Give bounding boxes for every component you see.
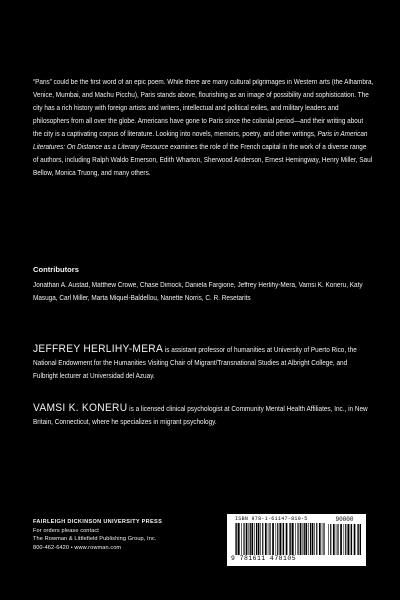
- barcode: [227, 514, 366, 566]
- description-part-2: examines the role of the French capital in the work of a diverse range of authors, including Ralph Waldo Emerson, Edith Wharton, Sherwood Anderson, Ernest Hemingway, Henry Miller, Saul Bellow, Monica Truong, and many others.: [33, 144, 373, 177]
- barcode-bar: [345, 524, 346, 555]
- publisher-name: FAIRLEIGH DICKINSON UNIVERSITY PRESS: [33, 519, 163, 525]
- barcode-bar: [316, 523, 317, 555]
- barcode-bar: [256, 523, 257, 555]
- barcode-bar: [260, 523, 261, 555]
- barcode-bar: [328, 524, 329, 555]
- barcode-bar: [272, 523, 274, 555]
- barcode-bar: [283, 523, 284, 555]
- barcode-bar: [330, 524, 331, 555]
- book-title: Paris in American Literatures: On Distance as a Literary Resource: [33, 131, 368, 151]
- author-bio-herlihy-mera: [33, 343, 373, 383]
- addon-barcode-bars: [328, 524, 361, 555]
- contributors-list: Jonathan A. Austad, Matthew Crowe, Chase Dimock, Daniela Fargione, Jeffrey Herlihy-Mera, Vamsi K. Koneru, Katy Masuga, Carl Miller, Marta Miquel-Baldellou, Nanette Norris, C. R. Resetarits: [33, 282, 363, 302]
- barcode-bar: [251, 523, 253, 555]
- barcode-bar: [246, 523, 248, 555]
- barcode-bar: [305, 523, 307, 555]
- barcode-bar: [350, 524, 351, 555]
- description-paragraph: [33, 76, 373, 180]
- barcode-bar: [333, 524, 335, 555]
- barcode-bar: [337, 524, 338, 555]
- barcode-bar: [249, 523, 250, 555]
- barcode-bar: [236, 523, 237, 555]
- barcode-bar: [344, 524, 345, 555]
- barcode-bar: [265, 523, 267, 555]
- barcode-bar: [295, 523, 296, 555]
- description-part-1: “Paris” could be the first word of an epic poem. While there are many cultural pilgrimages in Western arts (the Alhambra, Venice, Mumbai, and Machu Picchu), Paris stands above, flourishing as an image of possibility and sophistication. The city has a rich history with foreign artists and writers, intellectual and political exiles, and military leaders and philosophers from all over the globe. Americans have gone to Paris since the colonial period—and their writing about the city is a captivating corpus of literature. Looking into novels, memoirs, poetry, and other writings,: [33, 79, 374, 138]
- author-bio-koneru: [33, 402, 373, 429]
- barcode-bar: [323, 523, 324, 555]
- book-description: [33, 76, 373, 180]
- contact-line: 800-462-6420 • www.rowman.com: [33, 544, 122, 551]
- barcode-bar: [276, 523, 277, 555]
- author-bio-text: is a licensed clinical psychologist at Community Mental Health Affiliates, Inc., in New Britain, Connecticut, where he specializes in migrant psychology.: [33, 406, 368, 426]
- barcode-bar: [286, 523, 288, 555]
- barcode-bar: [241, 523, 242, 555]
- barcode-bar: [290, 523, 291, 555]
- barcode-bar: [319, 523, 321, 555]
- barcode-bar: [308, 523, 309, 555]
- barcode-bar: [336, 524, 337, 555]
- barcode-bar: [262, 523, 263, 555]
- barcode-bar: [292, 523, 294, 555]
- barcode-bar: [358, 524, 359, 555]
- barcode-bar: [277, 523, 278, 555]
- isbn-label: ISBN 978-1-61147-810-5: [235, 516, 308, 522]
- barcode-bar: [322, 523, 323, 555]
- barcode-bar: [238, 523, 240, 555]
- barcode-bar: [254, 523, 255, 555]
- barcode-bar: [312, 523, 314, 555]
- barcode-bar: [354, 524, 356, 555]
- barcode-bar: [250, 523, 251, 555]
- barcode-bar: [304, 523, 305, 555]
- barcode-number: 9 781611 478105: [231, 555, 297, 562]
- contributors-heading: Contributors: [33, 265, 79, 274]
- barcode-bar: [268, 523, 269, 555]
- author-name: VAMSI K. KONERU: [33, 402, 128, 414]
- barcode-bars: [235, 523, 325, 555]
- distributor-name: The Rowman & Littlefield Publishing Group, Inc.: [33, 536, 157, 543]
- orders-line: For orders please contact: [33, 527, 99, 534]
- author-bio-text: is assistant professor of humanities at University of Puerto Rico, the National Endowment for the Humanities Visiting Chair of Migrant/Transnational Studies at Albright College, and Fulbright lecturer at Universidad del Azuay.: [33, 347, 357, 380]
- barcode-bar: [269, 523, 270, 555]
- barcode-bar: [282, 523, 283, 555]
- barcode-bar: [279, 523, 281, 555]
- barcode-bar: [347, 524, 349, 555]
- barcode-bar: [314, 523, 315, 555]
- barcode-bar: [351, 524, 352, 555]
- barcode-bar: [243, 523, 244, 555]
- barcode-bar: [297, 523, 298, 555]
- author-name: JEFFREY HERLIHY-MERA: [33, 343, 164, 355]
- barcode-bar: [310, 523, 311, 555]
- barcode-bar: [258, 523, 260, 555]
- barcode-bar: [340, 524, 342, 555]
- barcode-bar: [300, 523, 302, 555]
- barcode-bar: [360, 524, 361, 555]
- publisher-info: [33, 518, 162, 552]
- barcode-bar: [357, 524, 358, 555]
- barcode-bar: [303, 523, 304, 555]
- price-addon-number: 90000: [335, 516, 354, 523]
- barcode-bar: [289, 523, 290, 555]
- barcode-bar: [235, 523, 236, 555]
